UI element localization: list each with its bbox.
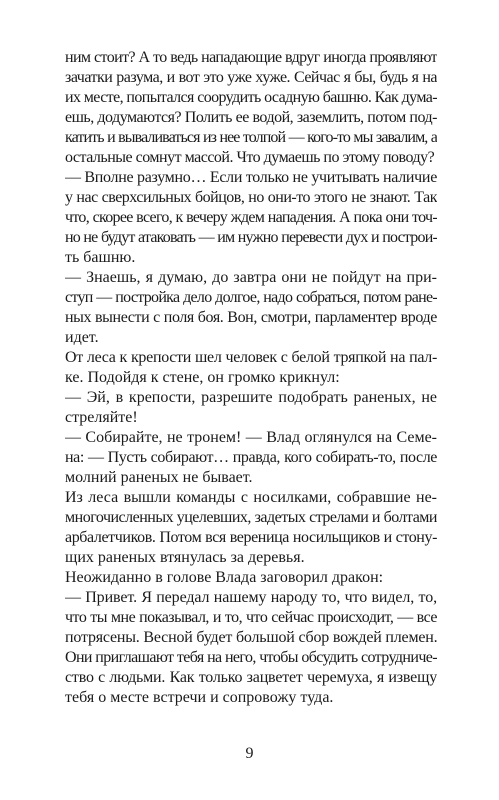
text-line: арбалетчиков. Потом вся вереница носильщиков и стону- xyxy=(65,529,437,546)
text-line: на: — Пусть собирают… правда, кого собирать-то, после xyxy=(65,449,437,466)
text-line: катить и вываливаться из нее толпой — кого-то мы завалим, а xyxy=(65,129,437,146)
text-line: Они приглашают тебя на него, чтобы обсудить сотрудниче- xyxy=(65,649,437,666)
text-line: их месте, попытался соорудить осадную башню. Как дума- xyxy=(65,89,437,106)
text-line: идет. xyxy=(65,329,99,346)
text-line: Из леса вышли команды с носилками, собравшие не- xyxy=(65,489,437,506)
text-line: потрясены. Весной будет большой сбор вождей племен. xyxy=(65,629,437,646)
text-line: что ты мне показывал, и то, что сейчас происходит, — все xyxy=(65,609,437,626)
text-line: щих раненых втянулась за деревья. xyxy=(65,549,305,566)
body-text xyxy=(65,48,437,708)
text-line: ним стоит? А то ведь нападающие вдруг иногда проявляют xyxy=(65,49,437,66)
text-line: стреляйте! xyxy=(65,409,138,426)
text-line: ных вынести с поля боя. Вон, смотри, парламентер вроде xyxy=(65,309,437,326)
text-line: у нас сверхсильных бойцов, но они-то этого не знают. Так xyxy=(65,189,437,206)
page-number: 9 xyxy=(245,745,254,762)
text-line: — Эй, в крепости, разрешите подобрать раненых, не xyxy=(65,389,437,406)
text-line: — Привет. Я передал нашему народу то, что видел, то, xyxy=(65,589,437,606)
text-line: Неожиданно в голове Влада заговорил дракон: xyxy=(65,569,384,586)
text-line: ступ — постройка дело долгое, надо собраться, потом ране- xyxy=(65,289,437,306)
text-line: многочисленных уцелевших, задетых стрелами и болтами xyxy=(65,509,437,526)
text-line: ть башню. xyxy=(65,249,136,266)
text-line: ство с людьми. Как только зацветет черемуха, я извещу xyxy=(65,669,437,686)
text-line: остальные сомнут массой. Что думаешь по этому поводу? xyxy=(65,149,435,166)
text-line: тебя о месте встречи и сопровожу туда. xyxy=(65,689,334,706)
text-line: ке. Подойдя к стене, он громко крикнул: xyxy=(65,369,340,386)
text-line: но не будут атаковать — им нужно перевести дух и построи- xyxy=(65,229,437,246)
text-line: — Знаешь, я думаю, до завтра они не пойдут на при- xyxy=(65,269,437,286)
text-line: — Собирайте, не тронем! — Влад оглянулся на Семе- xyxy=(65,429,437,446)
text-line: От леса к крепости шел человек с белой тряпкой на пал- xyxy=(65,349,437,366)
text-line: зачатки разума, и вот это уже хуже. Сейчас я бы, будь я на xyxy=(65,69,437,86)
text-line: — Вполне разумно… Если только не учитывать наличие xyxy=(65,169,437,186)
text-line: молний раненых не бывает. xyxy=(65,469,253,486)
text-line: ешь, додумаются? Полить ее водой, заземлить, потом под- xyxy=(65,109,437,126)
text-line: что, скорее всего, к вечеру ждем нападения. А пока они точ- xyxy=(65,209,437,226)
